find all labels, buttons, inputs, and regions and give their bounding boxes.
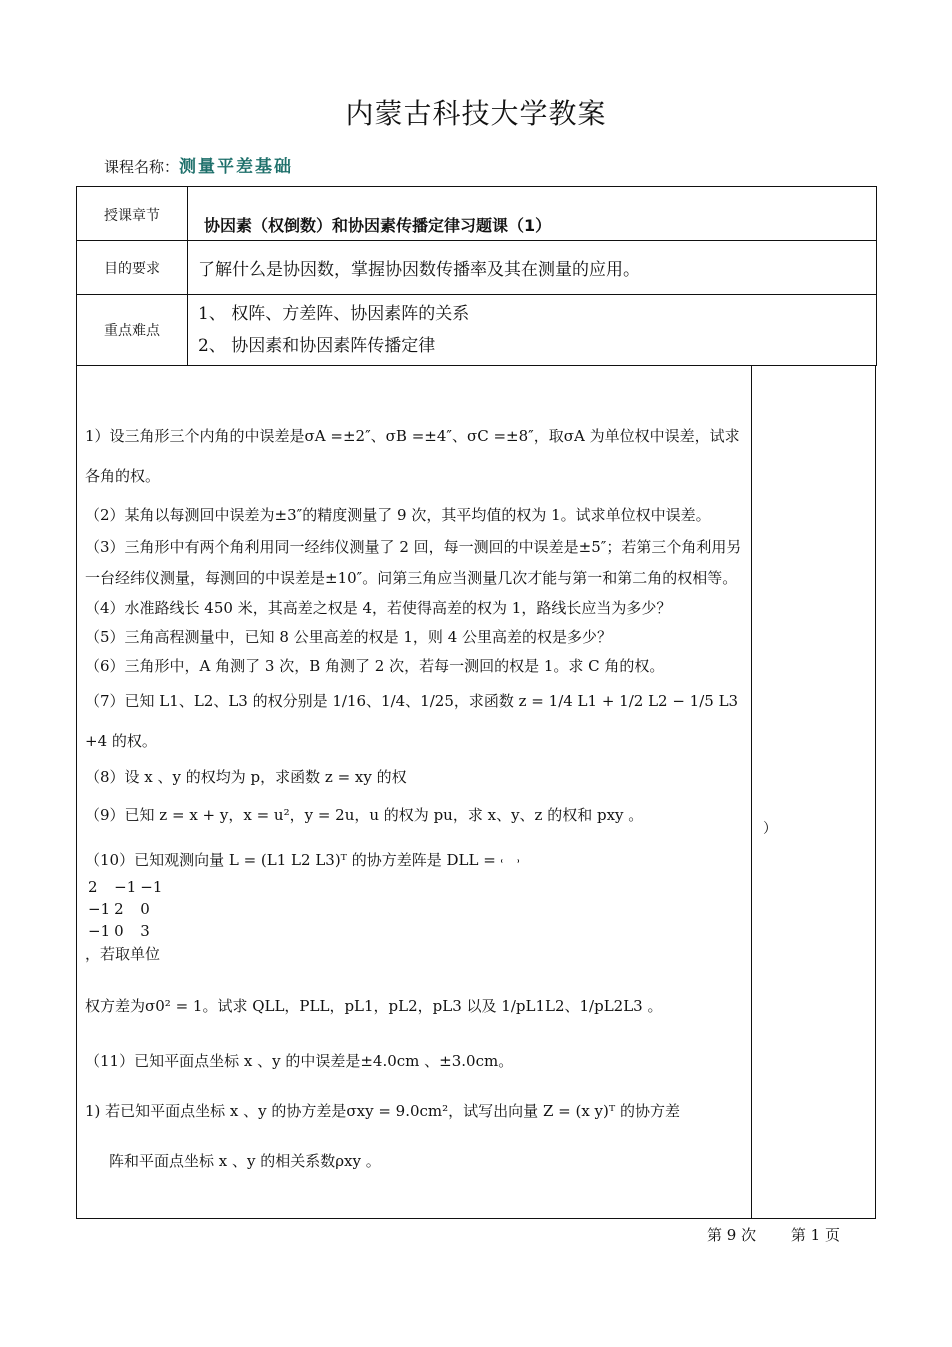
key-label: 重点难点: [77, 295, 188, 366]
matrix-cell: −1: [88, 900, 111, 918]
chapter-value: 协因素（权倒数）和协因素传播定律习题课（1）: [188, 187, 877, 241]
problem-2: （2）某角以每测回中误差为±3″的精度测量了 9 次，其平均值的权为 1。试求单位权中误差。: [85, 506, 711, 524]
course-line: [104, 152, 293, 177]
chapter-label: 授课章节: [77, 187, 188, 241]
content-box: [76, 366, 876, 1219]
header-table: [76, 186, 877, 366]
matrix-cell: −1: [88, 922, 111, 940]
page-title: 内蒙古科技大学教案: [345, 97, 607, 130]
problem-4: （4）水准路线长 450 米，其高差之权是 4，若使得高差的权为 1，路线长应当为多少？: [85, 599, 672, 617]
matrix-cell: −1: [140, 878, 163, 896]
problem-1: 1）设三角形三个内角的中误差是σA =±2″、σB =±4″、σC =±8″，取σA 为单位权中误差，试求各角的权。: [85, 427, 740, 485]
problem-5: （5）三角高程测量中，已知 8 公里高差的权是 1，则 4 公里高差的权是多少？: [85, 628, 613, 646]
matrix-cell: 2: [88, 878, 98, 896]
side-mark: ）: [763, 821, 777, 837]
matrix-cell: 3: [140, 922, 150, 940]
problem-11-part-1: 1) 若已知平面点坐标 x 、y 的协方差是σxy = 9.0cm²，试写出向量 Z = (x y)ᵀ 的协方差: [85, 1102, 680, 1120]
problem-11: （11）已知平面点坐标 x 、y 的中误差是±4.0cm 、±3.0cm。: [85, 1052, 514, 1070]
problem-10-lead: （10）已知观测向量 L = (L1 L2 L3)ᵀ 的协方差阵是 DLL =: [85, 851, 496, 869]
matrix-cell: −1: [114, 878, 137, 896]
problem-list: [85, 416, 745, 1176]
problem-8: （8）设 x 、y 的权均为 p，求函数 z = xy 的权: [85, 768, 407, 786]
session-number: 第 9 次: [707, 1226, 757, 1244]
key-item-2: 2、 协因素和协因素阵传播定律: [198, 336, 436, 356]
column-divider: [751, 366, 752, 1218]
matrix-cell: 2: [114, 900, 124, 918]
problem-9: （9）已知 z = x + y，x = u²，y = 2u，u 的权为 pu，求 x、y、z 的权和 pxy 。: [85, 806, 644, 824]
problem-10-tail: ，若取单位: [85, 945, 161, 963]
purpose-value: 了解什么是协因数，掌握协因数传播率及其在测量的应用。: [188, 241, 877, 295]
problem-10-continued: 权方差为σ0² = 1。试求 QLL，PLL，pL1，pL2，pL3 以及 1/pL1L2、1/pL2L3 。: [85, 997, 663, 1015]
matrix-cell: 0: [114, 922, 124, 940]
covariance-matrix: [501, 859, 519, 863]
course-label: 课程名称：: [104, 158, 180, 176]
purpose-label: 目的要求: [77, 241, 188, 295]
course-name: 测量平差基础: [179, 157, 294, 177]
key-item-1: 1、 权阵、方差阵、协因素阵的关系: [198, 304, 470, 324]
problem-3: （3）三角形中有两个角利用同一经纬仪测量了 2 回，每一测回的中误差是±5″；若第三个角利用另一台经纬仪测量，每测回的中误差是±10″。问第三角应当测量几次才能与第一和第二角的权相等。: [85, 538, 742, 587]
problem-11-part-1-continued: 阵和平面点坐标 x 、y 的相关系数ρxy 。: [109, 1152, 381, 1170]
page-footer: [707, 1224, 840, 1245]
problem-7: （7）已知 L1、L2、L3 的权分别是 1/16、1/4、1/25，求函数 z = 1/4 L1 + 1/2 L2 − 1/5 L3 +4 的权。: [85, 692, 739, 750]
page-number: 第 1 页: [790, 1226, 840, 1244]
key-value: [188, 295, 877, 366]
problem-10: [85, 845, 745, 875]
matrix-cell: 0: [140, 900, 150, 918]
problem-6: （6）三角形中，A 角测了 3 次，B 角测了 2 次，若每一测回的权是 1。求 C 角的权。: [85, 657, 665, 675]
